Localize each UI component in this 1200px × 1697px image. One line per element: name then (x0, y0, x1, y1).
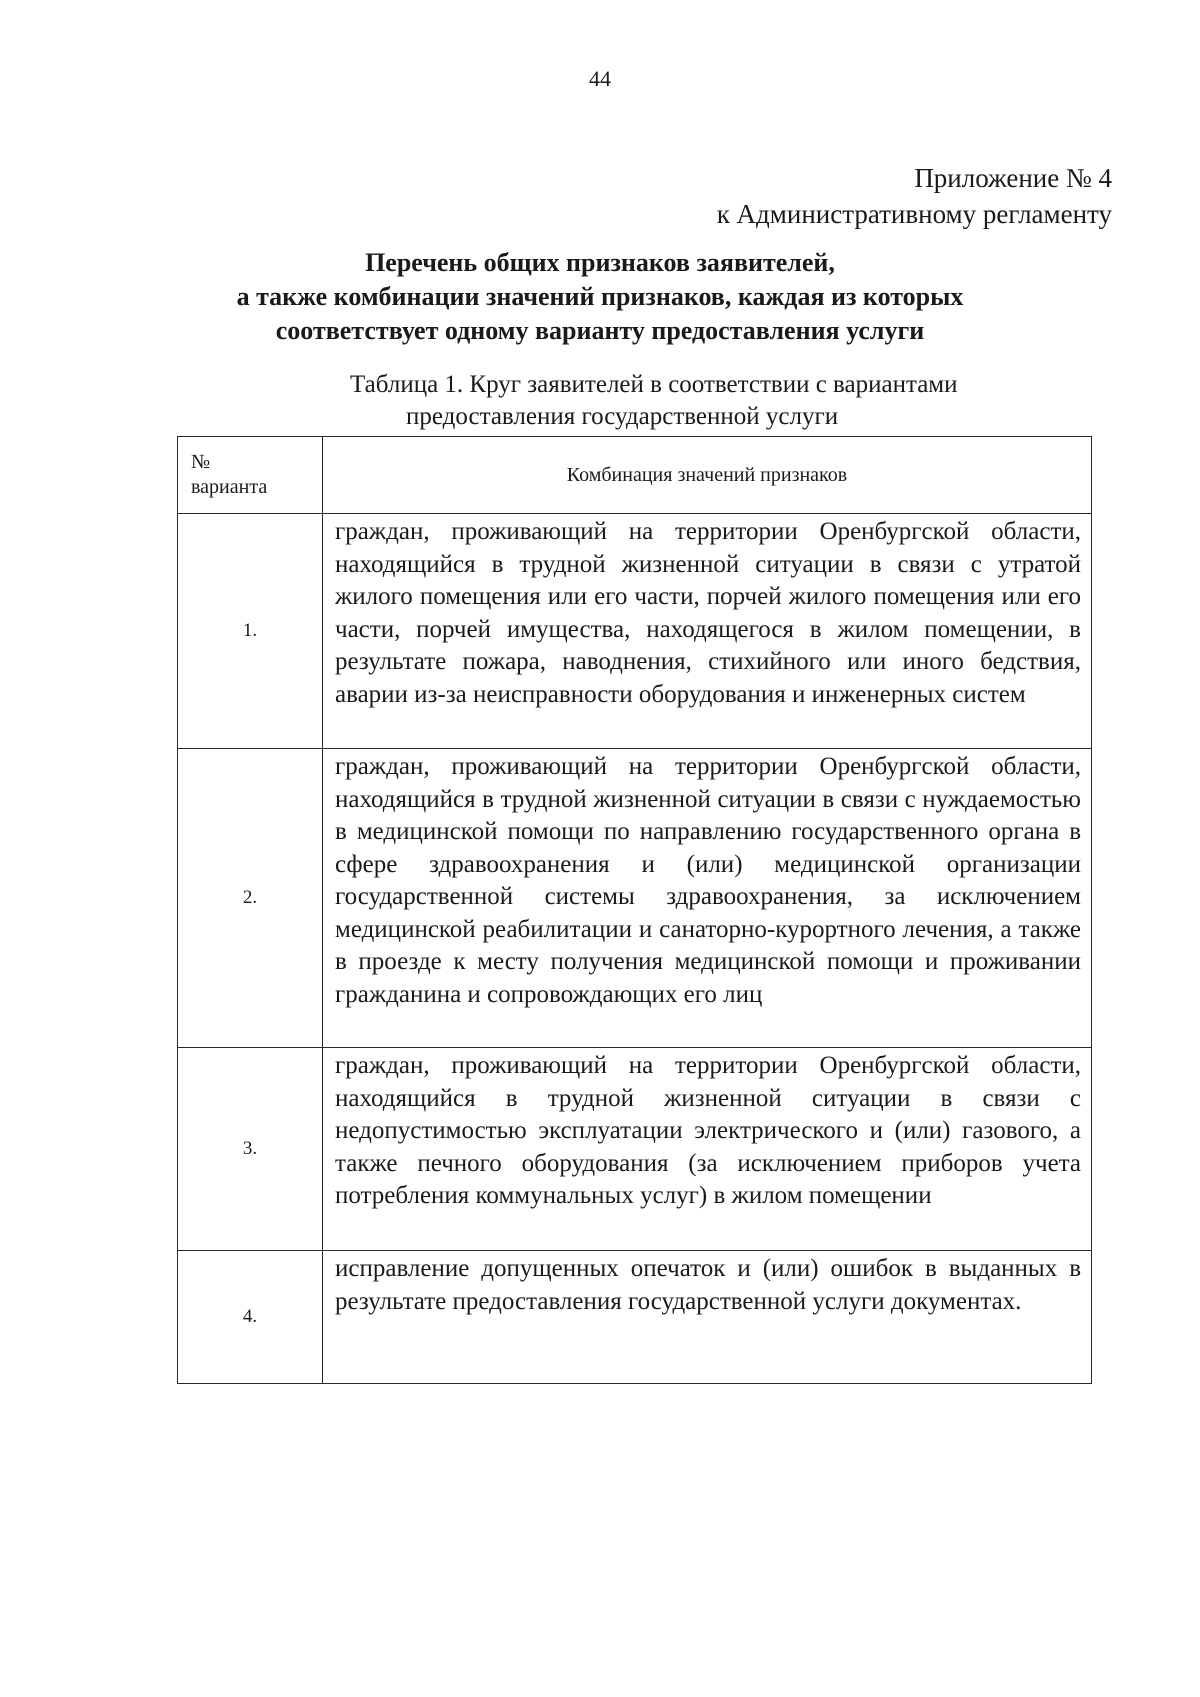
table-row (178, 514, 1092, 749)
heading-line-1: Перечень общих признаков заявителей, (365, 248, 835, 277)
header-variant-number (178, 437, 323, 514)
variants-table (177, 436, 1092, 1384)
variant-description-cell: граждан, проживающий на территории Оренбургской области, находящийся в трудной жизненной ситуации в связи с утратой жилого помещения или его части, порчей жилого помещения или его части, порчей имущества, находящегося в жилом помещении, в результате пожара, наводнения, стихийного или иного бедствия, аварии из-за неисправности оборудования и инженерных систем (323, 514, 1092, 749)
variant-description-cell: граждан, проживающий на территории Оренбургской области, находящийся в трудной жизненной ситуации в связи с недопустимостью эксплуатации электрического и (или) газового, а также печного оборудования (за исключением приборов учета потребления коммунальных услуг) в жилом помещении (323, 1048, 1092, 1251)
variant-number-cell: 1. (178, 514, 323, 749)
document-heading (150, 246, 1050, 348)
heading-line-3: соответствует одному варианту предоставления услуги (275, 316, 925, 345)
appendix-number: Приложение № 4 (914, 163, 1112, 193)
table-caption (350, 369, 958, 433)
table-caption-line-1: Таблица 1. Круг заявителей в соответствии с вариантами (350, 371, 958, 398)
header-combination: Комбинация значений признаков (323, 437, 1092, 514)
page-number: 44 (589, 66, 611, 91)
table-header-row (178, 437, 1092, 514)
table-row (178, 749, 1092, 1048)
table-row (178, 1048, 1092, 1251)
variant-description-cell: граждан, проживающий на территории Оренбургской области, находящийся в трудной жизненной ситуации в связи с нуждаемостью в медицинской помощи по направлению государственного органа в сфере здравоохранения и (или) медицинской организации государственной системы здравоохранения, за исключением медицинской реабилитации и санаторно-курортного лечения, а также в проезде к месту получения медицинской помощи и проживании гражданина и сопровождающих его лиц (323, 749, 1092, 1048)
table-caption-line-2: предоставления государственной услуги (406, 403, 839, 430)
variant-number-cell: 3. (178, 1048, 323, 1251)
appendix-regulation: к Административному регламенту (716, 199, 1112, 229)
header-variant-label: варианта (191, 476, 268, 498)
table-row (178, 1251, 1092, 1384)
variant-number-cell: 4. (178, 1251, 323, 1384)
header-number-sign: № (191, 451, 211, 473)
appendix-reference (717, 160, 1112, 232)
variant-description-cell: исправление допущенных опечаток и (или) ошибок в выданных в результате предоставления государственной услуги документах. (323, 1251, 1092, 1384)
heading-line-2: а также комбинации значений признаков, каждая из которых (236, 282, 964, 311)
variant-number-cell: 2. (178, 749, 323, 1048)
